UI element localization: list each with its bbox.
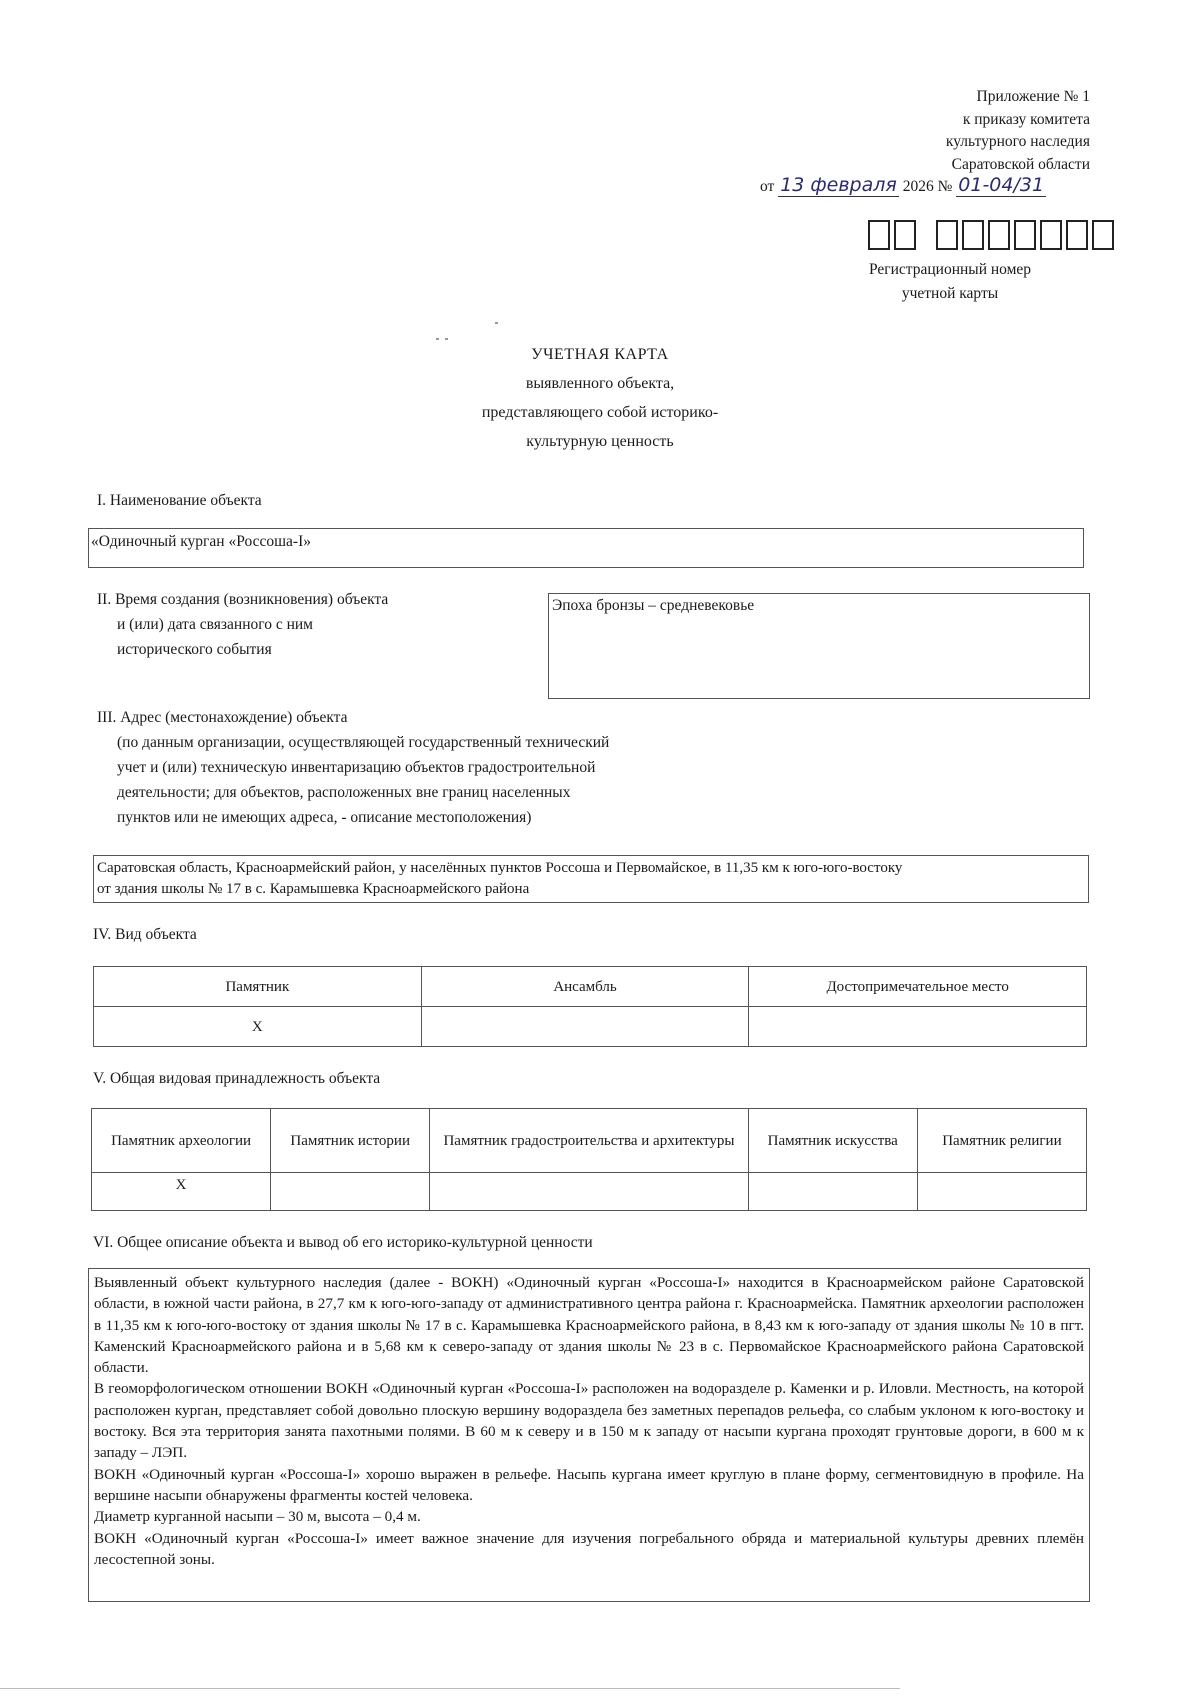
title-line: УЧЕТНАЯ КАРТА: [531, 346, 669, 363]
kind-mark-cell: [749, 1007, 1087, 1047]
reg-digit-box: [1092, 220, 1114, 250]
reg-digit-box: [988, 220, 1010, 250]
description-paragraph: В геоморфологическом отношении ВОКН «Одиночный курган «Россоша-I» расположен на водоразделе р. Каменки и р. Иловли. Местность, на которой расположен курган, представляет собой довольно плоскую вершину водораздела без заметных перепадов рельефа, со слабым уклоном к юго-востоку и востоку. Вся эта территория занята пахотными полями. В 60 м к северу и в 150 м к западу от насыпи кургана проходят грунтовые дороги, в 600 м к западу – ЛЭП.: [94, 1380, 1084, 1462]
reg-digit-box: [1014, 220, 1036, 250]
section-address-label-line: (по данным организации, осуществляющей государственный технический: [117, 734, 610, 751]
type-header-cell: Памятник истории: [271, 1109, 430, 1173]
address-value-line: от здания школы № 17 в с. Карамышевка Красноармейского района: [97, 881, 530, 897]
section-name-label: I. Наименование объекта: [97, 492, 262, 509]
scan-edge-line: [0, 1688, 900, 1689]
type-header-cell: Памятник религии: [917, 1109, 1086, 1173]
kind-header-cell: Достопримечательное место: [749, 967, 1087, 1007]
reg-digit-box: [962, 220, 984, 250]
appendix-line: Приложение № 1: [976, 88, 1090, 105]
number-prefix: №: [937, 178, 953, 195]
appendix-line: культурного наследия: [945, 133, 1090, 150]
section-address-label-line: деятельности; для объектов, расположенных вне границ населенных: [117, 784, 571, 801]
section-address-label-line: учет и (или) техническую инвентаризацию объектов градостроительной: [117, 759, 596, 776]
reg-digit-box: [936, 220, 958, 250]
title-line: представляющего собой историко-: [481, 404, 719, 421]
section-type-label: V. Общая видовая принадлежность объекта: [93, 1070, 381, 1087]
kind-header-cell: Памятник: [94, 967, 422, 1007]
title-line: культурную ценность: [526, 433, 674, 450]
scan-speck: [495, 322, 498, 324]
handwritten-order-number: 01-04/31: [958, 174, 1045, 196]
type-header-cell: Памятник археологии: [92, 1109, 271, 1173]
object-kind-table: [93, 966, 1087, 1047]
kind-mark-cell: X: [94, 1007, 422, 1047]
type-header-cell: Памятник градостроительства и архитектуры: [430, 1109, 748, 1173]
reg-digit-box: [894, 220, 916, 250]
object-type-table: [91, 1108, 1087, 1211]
kind-mark-cell: [421, 1007, 749, 1047]
type-mark-cell: [430, 1173, 748, 1211]
registration-number-boxes: [868, 220, 1114, 250]
section-address-label-line: пунктов или не имеющих адреса, - описание местоположения): [117, 809, 532, 826]
section-description-label: VI. Общее описание объекта и вывод об его историко-культурной ценности: [93, 1234, 593, 1251]
time-field: [548, 593, 1090, 699]
section-time-label-line: II. Время создания (возникновения) объекта: [97, 591, 389, 608]
handwritten-date: 13 февраля: [780, 174, 897, 196]
type-mark-cell: [748, 1173, 917, 1211]
reg-digit-box: [1040, 220, 1062, 250]
section-time-label-line: исторического события: [117, 641, 272, 658]
date-prefix: от: [760, 178, 775, 195]
order-year: 2026: [902, 178, 934, 195]
address-value-line: Саратовская область, Красноармейский район, у населённых пунктов Россоша и Первомайское, в 11,35 км к юго-юго-востоку: [97, 860, 903, 876]
type-header-cell: Памятник искусства: [748, 1109, 917, 1173]
type-mark-cell: [271, 1173, 430, 1211]
appendix-block: [800, 86, 1090, 176]
section-address-label: [97, 705, 609, 830]
title-line: выявленного объекта,: [525, 375, 675, 392]
description-paragraph: Выявленный объект культурного наследия (далее - ВОКН) «Одиночный курган «Россоша-I» находится в Красноармейском районе Саратовской области, в южной части района, в 27,7 км к юго-юго-западу от административного центра района г. Красноармейска. Памятник археологии расположен в 11,35 км к юго-юго-востоку от здания школы № 17 в с. Карамышевка Красноармейского района, в 8,43 км к юго-западу от здания школы № 10 в пгт. Каменский Красноармейского района и в 5,68 км к северо-западу от здания школы № 23 в с. Первомайское Красноармейского района Саратовской области.: [94, 1274, 1084, 1377]
description-field: [88, 1268, 1090, 1602]
appendix-line: к приказу комитета: [962, 110, 1090, 128]
description-paragraph: ВОКН «Одиночный курган «Россоша-I» хорошо выражен в рельефе. Насыпь кургана имеет круглую в плане форму, сегментовидную в профиле. На вершине насыпи обнаружены фрагменты костей человека.: [94, 1465, 1084, 1504]
reg-digit-box: [868, 220, 890, 250]
kind-header-cell: Ансамбль: [421, 967, 749, 1007]
order-date-line: [760, 174, 1130, 196]
section-kind-label: IV. Вид объекта: [93, 926, 197, 943]
document-title: [400, 340, 800, 456]
description-paragraph: Диаметр курганной насыпи – 30 м, высота – 0,4 м.: [94, 1508, 421, 1526]
registration-caption: [850, 258, 1050, 306]
section-time-label: [97, 587, 388, 662]
address-field: [93, 855, 1089, 903]
registration-caption-line: учетной карты: [901, 285, 999, 302]
section-address-label-line: III. Адрес (местонахождение) объекта: [97, 709, 348, 726]
type-mark-cell: X: [92, 1173, 271, 1211]
type-mark-cell: [917, 1173, 1086, 1211]
object-name-field: [88, 528, 1084, 568]
reg-digit-box: [1066, 220, 1088, 250]
section-time-label-line: и (или) дата связанного с ним: [117, 616, 313, 633]
registration-caption-line: Регистрационный номер: [868, 261, 1032, 278]
appendix-line: Саратовской области: [951, 155, 1090, 173]
object-name-value: «Одиночный курган «Россоша-I»: [91, 533, 311, 550]
description-paragraph: ВОКН «Одиночный курган «Россоша-I» имеет важное значение для изучения погребального обряда и материальной культуры древних племён лесостепной зоны.: [94, 1529, 1084, 1568]
time-value: Эпоха бронзы – средневековье: [552, 597, 755, 614]
